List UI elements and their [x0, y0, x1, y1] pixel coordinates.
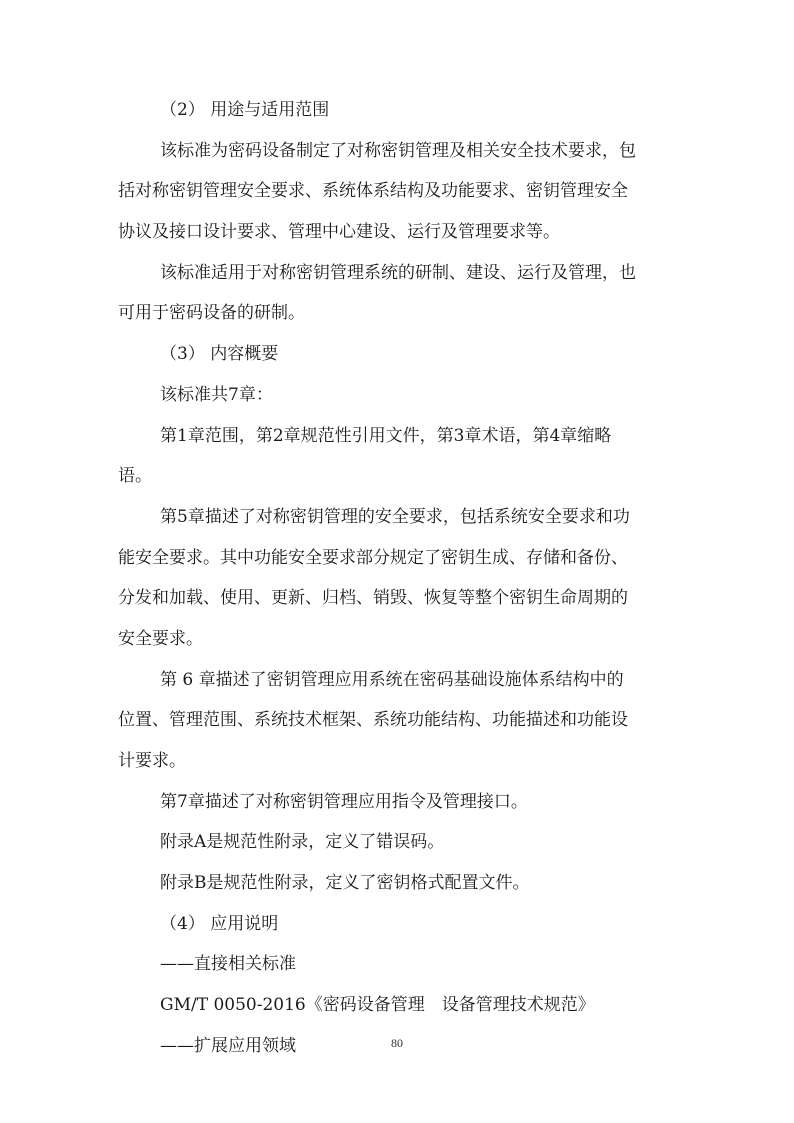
paragraph-line: 第5章描述了对称密钥管理的安全要求，包括系统安全要求和功 [160, 506, 630, 527]
application-heading: （4） 应用说明 [160, 913, 279, 934]
related-standard: GM/T 0050-2016《密码设备管理 设备管理技术规范》 [160, 995, 595, 1016]
paragraph-line: 第1章范围，第2章规范性引用文件，第3章术语，第4章缩略 [160, 425, 612, 446]
chapter7-line: 第7章描述了对称密钥管理应用指令及管理接口。 [160, 791, 528, 812]
paragraph-line: 该标准为密码设备制定了对称密钥管理及相关安全技术要求，包 [160, 140, 636, 161]
usage-heading: （2） 用途与适用范围 [160, 100, 330, 120]
paragraph-line: 语。 [118, 466, 152, 487]
page-content [118, 100, 678, 1077]
page-number: 80 [391, 1036, 403, 1050]
content-intro: 该标准共7章： [160, 384, 273, 405]
appendix-b-line: 附录B是规范性附录，定义了密钥格式配置文件。 [160, 873, 530, 894]
paragraph-line: 协议及接口设计要求、管理中心建设、运行及管理要求等。 [118, 222, 560, 243]
paragraph-line: 能安全要求。其中功能安全要求部分规定了密钥生成、存储和备份、 [118, 547, 628, 568]
paragraph-line: 分发和加载、使用、更新、归档、销毁、恢复等整个密钥生命周期的 [118, 588, 628, 609]
paragraph-line: 安全要求。 [118, 628, 203, 649]
content-heading: （3） 内容概要 [160, 344, 279, 365]
paragraph-line: 可用于密码设备的研制。 [118, 303, 305, 324]
related-standards-label: ——直接相关标准 [160, 954, 296, 975]
paragraph-line: 括对称密钥管理安全要求、系统体系结构及功能要求、密钥管理安全 [118, 181, 628, 202]
paragraph-line: 计要求。 [118, 751, 186, 771]
extended-fields-label: ——扩展应用领域 [160, 1035, 296, 1056]
paragraph-line: 位置、管理范围、系统技术框架、系统功能结构、功能描述和功能设 [118, 710, 628, 731]
paragraph-line: 第 6 章描述了密钥管理应用系统在密码基础设施体系结构中的 [160, 669, 624, 690]
appendix-a-line: 附录A是规范性附录，定义了错误码。 [160, 832, 445, 853]
paragraph-line: 该标准适用于对称密钥管理系统的研制、建设、运行及管理，也 [160, 262, 636, 283]
